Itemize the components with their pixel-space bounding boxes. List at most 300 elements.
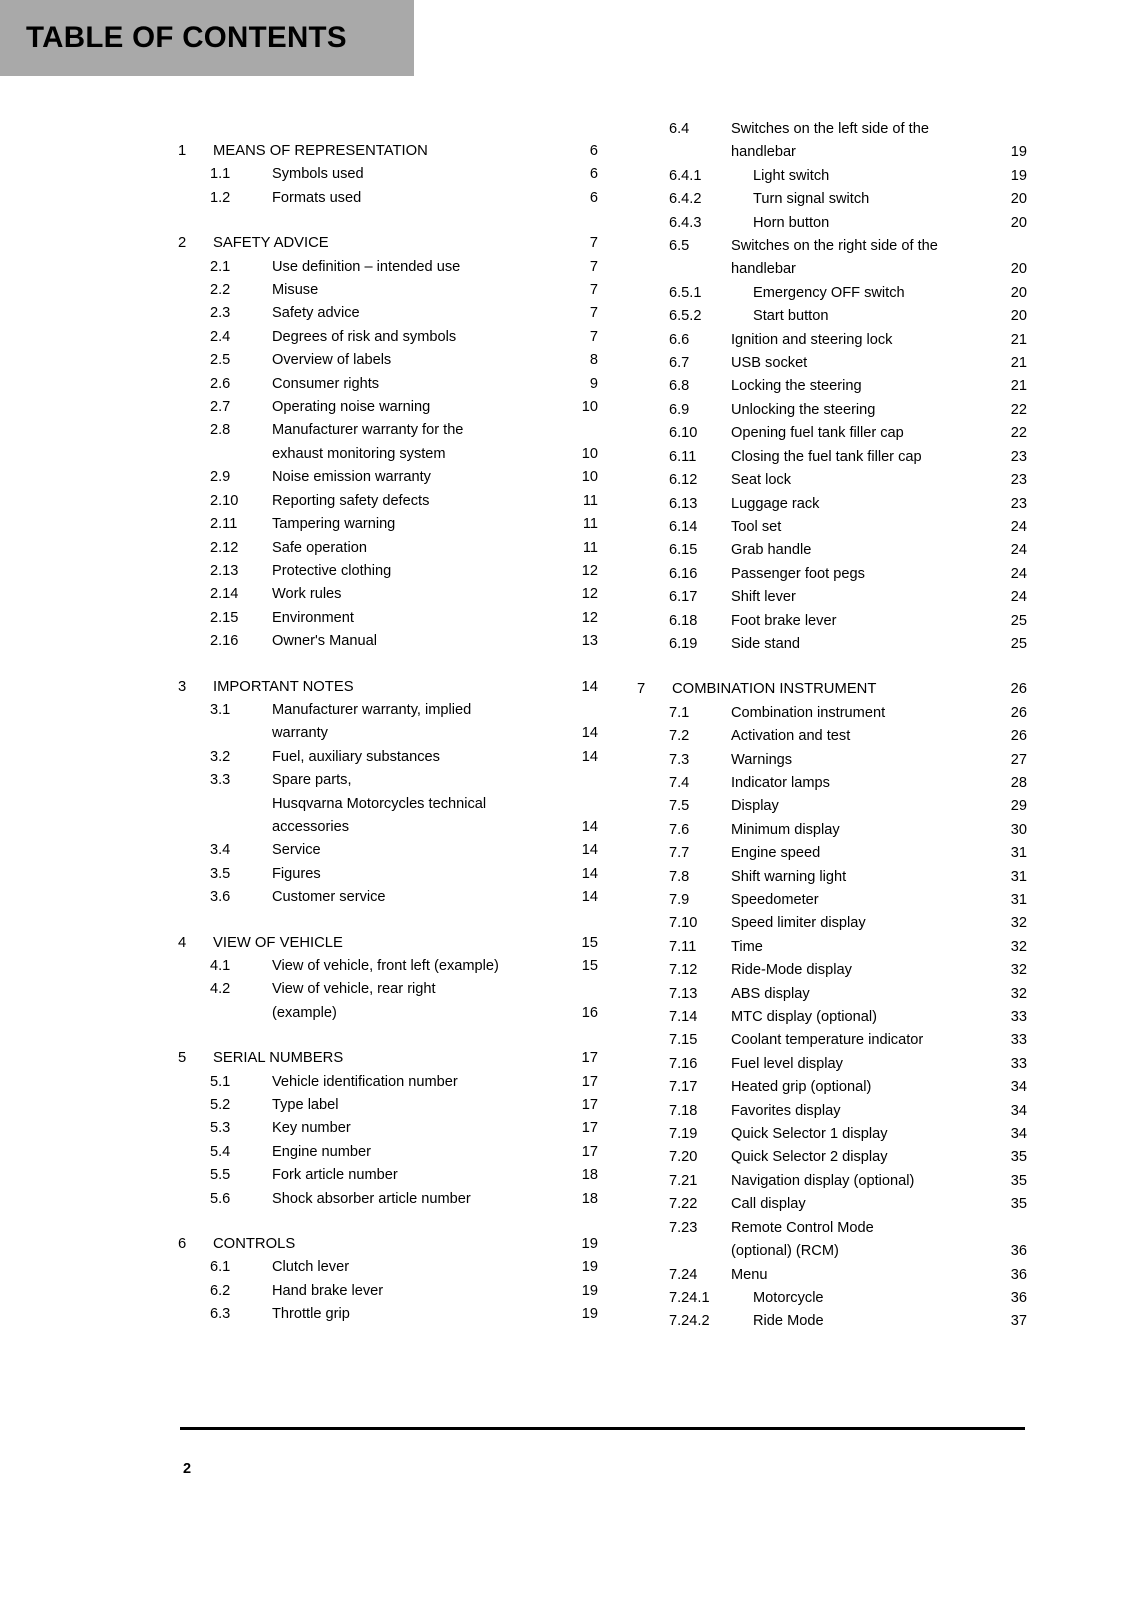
toc-entry-title: Manufacturer warranty for the [272, 422, 464, 439]
toc-entry-title: Hand brake lever [272, 1282, 384, 1299]
toc-entry[interactable] [178, 955, 598, 978]
toc-entry[interactable] [178, 1071, 598, 1094]
toc-entry-body [731, 118, 1027, 165]
toc-entry-title: View of vehicle, rear right [272, 981, 436, 998]
toc-entry-number: 7 [637, 681, 646, 698]
toc-entry-number: 6.8 [669, 378, 690, 395]
toc-entry-title: USB socket [731, 355, 808, 372]
toc-entry-body [272, 419, 598, 466]
toc-entry-page: 25 [1010, 635, 1027, 652]
toc-entry[interactable] [637, 118, 1027, 165]
toc-entry-page: 24 [1010, 518, 1027, 535]
toc-entry-number: 7.5 [669, 798, 690, 815]
toc-entry-body [272, 699, 598, 746]
toc-entry-title: Side stand [731, 635, 800, 652]
toc-entry-body [731, 235, 1027, 282]
toc-entry-body [731, 936, 1027, 959]
toc-entry-page: 22 [1010, 401, 1027, 418]
toc-entry-number: 7.10 [669, 915, 698, 932]
toc-entry-number: 3.1 [210, 701, 231, 718]
toc-entry-body [272, 630, 598, 653]
toc-entry-body [272, 863, 598, 886]
toc-entry-page: 21 [1010, 355, 1027, 372]
toc-entry[interactable] [637, 725, 1027, 748]
toc-entry-body [272, 607, 598, 630]
toc-entry-number: 7.21 [669, 1172, 698, 1189]
toc-entry-body [272, 1164, 598, 1187]
toc-entry[interactable] [637, 539, 1027, 562]
toc-entry-title: Coolant temperature indicator [731, 1032, 924, 1049]
toc-entry-title-tail: (example) [272, 1004, 337, 1021]
toc-entry-page: 17 [581, 1073, 598, 1090]
toc-entry-number: 3.6 [210, 889, 231, 906]
toc-entry[interactable] [178, 187, 598, 210]
toc-entry-title: Formats used [272, 189, 362, 206]
toc-entry-number: 3.3 [210, 772, 231, 789]
toc-entry[interactable] [178, 1233, 598, 1256]
toc-entry[interactable] [637, 842, 1027, 865]
toc-column-right [637, 118, 1027, 1334]
toc-entry[interactable] [178, 1094, 598, 1117]
toc-entry-body [731, 610, 1027, 633]
toc-entry-body [272, 537, 598, 560]
toc-entry-body [213, 1047, 598, 1070]
toc-entry-title: Heated grip (optional) [731, 1079, 872, 1096]
toc-entry-number: 7.24.1 [669, 1289, 710, 1306]
toc-entry[interactable] [637, 1053, 1027, 1076]
toc-entry[interactable] [637, 912, 1027, 935]
toc-entry-title: ABS display [731, 985, 810, 1002]
footer-divider [180, 1427, 1025, 1430]
toc-entry-number: 5.4 [210, 1143, 231, 1160]
toc-entry[interactable] [178, 978, 598, 1025]
toc-entry-body [731, 352, 1027, 375]
toc-entry[interactable] [178, 513, 598, 536]
toc-entry[interactable] [178, 886, 598, 909]
toc-entry[interactable] [178, 630, 598, 653]
toc-entry[interactable] [637, 212, 1027, 235]
toc-entry-page: 32 [1010, 985, 1027, 1002]
toc-entry[interactable] [178, 560, 598, 583]
toc-entry-body [731, 1100, 1027, 1123]
toc-entry[interactable] [178, 349, 598, 372]
toc-entry[interactable] [178, 419, 598, 466]
toc-entry-page: 7 [589, 258, 598, 275]
toc-entry-number: 2.5 [210, 352, 231, 369]
toc-entry-title: MEANS OF REPRESENTATION [213, 143, 428, 159]
toc-entry[interactable] [178, 746, 598, 769]
toc-entry-title: Vehicle identification number [272, 1073, 458, 1090]
toc-entry-number: 2.14 [210, 586, 239, 603]
toc-entry-number: 6.12 [669, 472, 698, 489]
toc-entry[interactable] [637, 866, 1027, 889]
toc-entry-title: Seat lock [731, 472, 792, 489]
toc-entry-body [731, 1146, 1027, 1169]
toc-entry-title: VIEW OF VEHICLE [213, 934, 343, 951]
toc-entry-body [731, 1287, 1027, 1310]
toc-entry-number: 1.1 [210, 166, 231, 183]
toc-entry-body [213, 676, 598, 699]
toc-entry-number: 5.5 [210, 1167, 231, 1184]
toc-entry-page: 14 [581, 889, 598, 906]
toc-entry-title-tail: exhaust monitoring system [272, 445, 446, 462]
toc-entry-title: Switches on the right side of the [731, 238, 938, 255]
toc-entry[interactable] [637, 1100, 1027, 1123]
toc-entry-number: 7.24.2 [669, 1313, 710, 1330]
toc-entry-body [731, 1006, 1027, 1029]
toc-entry-number: 6.3 [210, 1306, 231, 1323]
toc-entry-title: Motorcycle [753, 1289, 824, 1306]
toc-entry[interactable] [637, 165, 1027, 188]
toc-entry-title: Noise emission warranty [272, 469, 431, 486]
toc-entry-title-tail: handlebar [731, 144, 796, 161]
toc-entry-title: Unlocking the steering [731, 401, 876, 418]
toc-entry-page: 19 [581, 1282, 598, 1299]
toc-entry-page: 19 [1010, 167, 1027, 184]
toc-entry[interactable] [637, 889, 1027, 912]
toc-entry[interactable] [178, 932, 598, 955]
toc-entry-body [731, 188, 1027, 211]
toc-entry-body [731, 1310, 1027, 1333]
toc-entry-number: 7.2 [669, 728, 690, 745]
toc-entry[interactable] [637, 493, 1027, 516]
toc-entry-title: Remote Control Mode [731, 1219, 874, 1236]
toc-entry-number: 7.6 [669, 821, 690, 838]
toc-entry-page: 35 [1010, 1149, 1027, 1166]
toc-entry-last-line [731, 258, 1027, 281]
toc-entry-number: 7.12 [669, 962, 698, 979]
toc-entry[interactable] [637, 329, 1027, 352]
toc-entry[interactable] [637, 678, 1027, 701]
toc-entry-page: 34 [1010, 1079, 1027, 1096]
toc-entry-title: Fork article number [272, 1167, 398, 1184]
toc-entry[interactable] [637, 282, 1027, 305]
toc-entry-body [272, 279, 598, 302]
toc-entry-body [731, 446, 1027, 469]
toc-entry-number: 6.16 [669, 565, 698, 582]
toc-entry[interactable] [637, 375, 1027, 398]
toc-entry-body [272, 256, 598, 279]
toc-entry-title: Locking the steering [731, 378, 862, 395]
toc-entry-body [731, 749, 1027, 772]
page-header-banner [0, 0, 414, 76]
toc-entry-number: 3 [178, 678, 187, 695]
toc-entry-number: 7.3 [669, 751, 690, 768]
toc-entry-number: 7.22 [669, 1196, 698, 1213]
toc-entry[interactable] [637, 959, 1027, 982]
toc-entry[interactable] [637, 749, 1027, 772]
toc-entry-body [272, 746, 598, 769]
toc-entry-number: 2.7 [210, 399, 231, 416]
toc-entry[interactable] [178, 163, 598, 186]
toc-entry-page: 7 [589, 282, 598, 299]
toc-entry-title-tail: accessories [272, 818, 350, 835]
toc-entry-title: Ride Mode [753, 1313, 824, 1330]
toc-entry-number: 7.1 [669, 704, 690, 721]
toc-entry-last-line [731, 1240, 1027, 1263]
toc-entry-body [272, 1280, 598, 1303]
toc-entry-number: 1 [178, 143, 187, 159]
toc-entry[interactable] [637, 586, 1027, 609]
toc-entry[interactable] [637, 702, 1027, 725]
toc-entry[interactable] [637, 469, 1027, 492]
toc-entry[interactable] [637, 1076, 1027, 1099]
toc-entry-body [272, 513, 598, 536]
toc-entry[interactable] [637, 983, 1027, 1006]
toc-entry[interactable] [637, 563, 1027, 586]
toc-entry-title: Manufacturer warranty, implied [272, 701, 472, 718]
toc-entry-number: 6.5 [669, 238, 690, 255]
toc-entry[interactable] [637, 610, 1027, 633]
toc-entry-number: 5.2 [210, 1097, 231, 1114]
toc-entry-number: 5.3 [210, 1120, 231, 1137]
toc-entry-body [213, 140, 598, 163]
toc-entry-number: 7.4 [669, 774, 690, 791]
toc-entry-body [731, 305, 1027, 328]
toc-entry-title: Reporting safety defects [272, 492, 430, 509]
toc-entry-number: 2 [178, 235, 187, 252]
toc-entry-number: 2.4 [210, 328, 231, 345]
toc-entry-body [731, 586, 1027, 609]
toc-entry[interactable] [637, 446, 1027, 469]
toc-entry-number: 6.4.1 [669, 167, 702, 184]
toc-entry[interactable] [637, 1123, 1027, 1146]
toc-entry-page: 26 [1010, 681, 1027, 698]
toc-entry-page: 23 [1010, 448, 1027, 465]
toc-entry[interactable] [178, 863, 598, 886]
toc-entry-number: 2.8 [210, 422, 231, 439]
toc-entry-title: Consumer rights [272, 375, 380, 392]
toc-entry-body [272, 1256, 598, 1279]
toc-entry-page: 10 [581, 399, 598, 416]
toc-entry[interactable] [178, 1141, 598, 1164]
toc-entry-page: 26 [1010, 728, 1027, 745]
toc-entry[interactable] [178, 676, 598, 699]
toc-entry-title: Ride-Mode display [731, 962, 852, 979]
toc-entry[interactable] [637, 1006, 1027, 1029]
toc-entry-number: 2.1 [210, 258, 231, 275]
toc-column-left [178, 118, 598, 1327]
toc-entry-body [731, 493, 1027, 516]
toc-entry-body [731, 1123, 1027, 1146]
toc-entry-page: 17 [581, 1050, 598, 1067]
toc-entry[interactable] [178, 583, 598, 606]
toc-entry-title: Clutch lever [272, 1259, 350, 1276]
toc-entry-number: 2.3 [210, 305, 231, 322]
toc-entry-title: Opening fuel tank filler cap [731, 425, 904, 442]
toc-entry-title: MTC display (optional) [731, 1009, 877, 1026]
toc-entry-title: IMPORTANT NOTES [213, 678, 354, 695]
toc-entry-body [272, 839, 598, 862]
toc-entry-body [272, 886, 598, 909]
toc-entry-number: 3.5 [210, 865, 231, 882]
toc-entry-body [731, 539, 1027, 562]
toc-entry-page: 14 [581, 678, 598, 695]
toc-entry[interactable] [637, 235, 1027, 282]
toc-entry-page: 17 [581, 1097, 598, 1114]
toc-entry-number: 7.11 [669, 938, 697, 955]
toc-entry[interactable] [637, 1217, 1027, 1264]
toc-entry-title: Type label [272, 1097, 339, 1114]
toc-entry[interactable] [637, 1146, 1027, 1169]
toc-entry-page: 31 [1010, 868, 1027, 885]
toc-entry[interactable] [178, 839, 598, 862]
toc-entry-number: 7.14 [669, 1009, 698, 1026]
toc-entry-number: 7.18 [669, 1102, 698, 1119]
toc-entry-number: 2.16 [210, 633, 239, 650]
toc-entry[interactable] [637, 1264, 1027, 1287]
toc-entry[interactable] [178, 769, 598, 839]
toc-entry[interactable] [178, 607, 598, 630]
toc-entry-title: Emergency OFF switch [753, 284, 905, 301]
toc-entry[interactable] [637, 1310, 1027, 1333]
toc-entry-page: 19 [1010, 144, 1027, 161]
toc-entry[interactable] [637, 422, 1027, 445]
toc-entry[interactable] [178, 279, 598, 302]
toc-entry-page: 23 [1010, 472, 1027, 489]
toc-entry[interactable] [178, 490, 598, 513]
toc-entry-body [731, 633, 1027, 656]
toc-entry[interactable] [637, 188, 1027, 211]
toc-entry-page: 7 [589, 305, 598, 322]
toc-entry-title: Grab handle [731, 542, 812, 559]
toc-entry[interactable] [637, 1170, 1027, 1193]
toc-entry[interactable] [178, 1117, 598, 1140]
toc-entry-page: 20 [1010, 261, 1027, 278]
toc-entry-page: 36 [1010, 1243, 1027, 1260]
toc-entry[interactable] [178, 140, 598, 163]
toc-entry-body [731, 819, 1027, 842]
toc-entry-page: 14 [581, 818, 598, 835]
toc-entry-number: 6.15 [669, 542, 698, 559]
toc-entry-title: Owner's Manual [272, 633, 377, 650]
toc-entry-page: 15 [581, 934, 598, 951]
toc-entry-body [272, 1188, 598, 1211]
toc-entry[interactable] [637, 795, 1027, 818]
toc-entry[interactable] [178, 537, 598, 560]
toc-entry-title: View of vehicle, front left (example) [272, 958, 499, 974]
page-title: TABLE OF CONTENTS [26, 21, 347, 54]
toc-entry-page: 17 [581, 1143, 598, 1160]
toc-entry-body [731, 866, 1027, 889]
toc-entry-page: 12 [581, 562, 598, 579]
toc-entry[interactable] [637, 305, 1027, 328]
toc-entry[interactable] [637, 772, 1027, 795]
toc-entry-number: 7.16 [669, 1055, 698, 1072]
toc-entry[interactable] [637, 399, 1027, 422]
toc-entry[interactable] [178, 232, 598, 255]
toc-entry[interactable] [637, 819, 1027, 842]
toc-entry[interactable] [637, 633, 1027, 656]
toc-entry-body [731, 772, 1027, 795]
toc-entry-title: Foot brake lever [731, 612, 837, 629]
toc-entry-page: 7 [589, 235, 598, 252]
toc-entry-body [272, 955, 598, 978]
toc-entry-body [272, 373, 598, 396]
toc-entry-number: 6.6 [669, 331, 690, 348]
toc-entry[interactable] [637, 352, 1027, 375]
toc-entry-title: Engine number [272, 1143, 371, 1160]
toc-entry[interactable] [637, 1029, 1027, 1052]
toc-entry[interactable] [637, 516, 1027, 539]
toc-entry-title: Tool set [731, 518, 782, 535]
toc-entry-body [731, 1053, 1027, 1076]
toc-entry[interactable] [178, 256, 598, 279]
toc-entry-number: 6.2 [210, 1282, 231, 1299]
toc-entry-page: 27 [1010, 751, 1027, 768]
toc-entry[interactable] [178, 466, 598, 489]
toc-entry-title: Shock absorber article number [272, 1190, 471, 1207]
toc-entry[interactable] [178, 373, 598, 396]
toc-entry-last-line [272, 816, 598, 839]
toc-entry-number: 5.1 [210, 1073, 231, 1090]
toc-entry-body [272, 490, 598, 513]
toc-entry[interactable] [178, 699, 598, 746]
toc-entry-number: 6.10 [669, 425, 698, 442]
toc-entry-title: Light switch [753, 167, 830, 184]
toc-entry[interactable] [178, 302, 598, 325]
toc-entry[interactable] [637, 1193, 1027, 1216]
toc-entry-body [731, 1029, 1027, 1052]
toc-entry-body [272, 978, 598, 1025]
toc-entry-number: 6.11 [669, 448, 697, 465]
toc-entry[interactable] [178, 1256, 598, 1279]
toc-entry-number: 7.20 [669, 1149, 698, 1166]
toc-entry-title: Safe operation [272, 539, 367, 556]
toc-entry-body [731, 1193, 1027, 1216]
toc-entry[interactable] [178, 1164, 598, 1187]
toc-entry[interactable] [637, 936, 1027, 959]
toc-entry-body [731, 795, 1027, 818]
toc-entry-body [272, 560, 598, 583]
toc-entry-body [272, 187, 598, 210]
toc-entry-number: 7.24 [669, 1266, 698, 1283]
toc-entry-body [731, 329, 1027, 352]
toc-entry-body [272, 396, 598, 419]
toc-entry[interactable] [178, 1303, 598, 1326]
toc-entry-page: 6 [589, 143, 598, 159]
footer-page-number: 2 [183, 1461, 192, 1477]
toc-entry[interactable] [178, 1280, 598, 1303]
toc-entry-title: Misuse [272, 282, 319, 299]
toc-entry[interactable] [178, 1188, 598, 1211]
toc-entry-title: Service [272, 842, 321, 859]
toc-entry[interactable] [178, 1047, 598, 1070]
toc-entry-title: CONTROLS [213, 1236, 296, 1253]
toc-entry-number: 6.19 [669, 635, 698, 652]
toc-entry-number: 7.8 [669, 868, 690, 885]
toc-entry-page: 16 [581, 1004, 598, 1021]
toc-entry-number: 6.1 [210, 1259, 231, 1276]
toc-entry-last-line [731, 141, 1027, 164]
toc-entry-body [272, 163, 598, 186]
toc-entry-page: 24 [1010, 542, 1027, 559]
toc-entry-number: 6.9 [669, 401, 690, 418]
toc-entry-body [272, 1141, 598, 1164]
toc-entry-title: Passenger foot pegs [731, 565, 865, 582]
toc-entry[interactable] [178, 326, 598, 349]
toc-entry-page: 35 [1010, 1172, 1027, 1189]
toc-entry-title: Speedometer [731, 892, 819, 908]
toc-entry-title: Indicator lamps [731, 774, 830, 791]
toc-entry-number: 7.23 [669, 1219, 698, 1236]
toc-entry-title: Use definition – intended use [272, 258, 461, 275]
toc-entry[interactable] [637, 1287, 1027, 1310]
toc-entry-number: 7.7 [669, 845, 690, 862]
toc-entry-number: 6.5.1 [669, 284, 702, 301]
toc-entry[interactable] [178, 396, 598, 419]
toc-entry-page: 34 [1010, 1126, 1027, 1143]
